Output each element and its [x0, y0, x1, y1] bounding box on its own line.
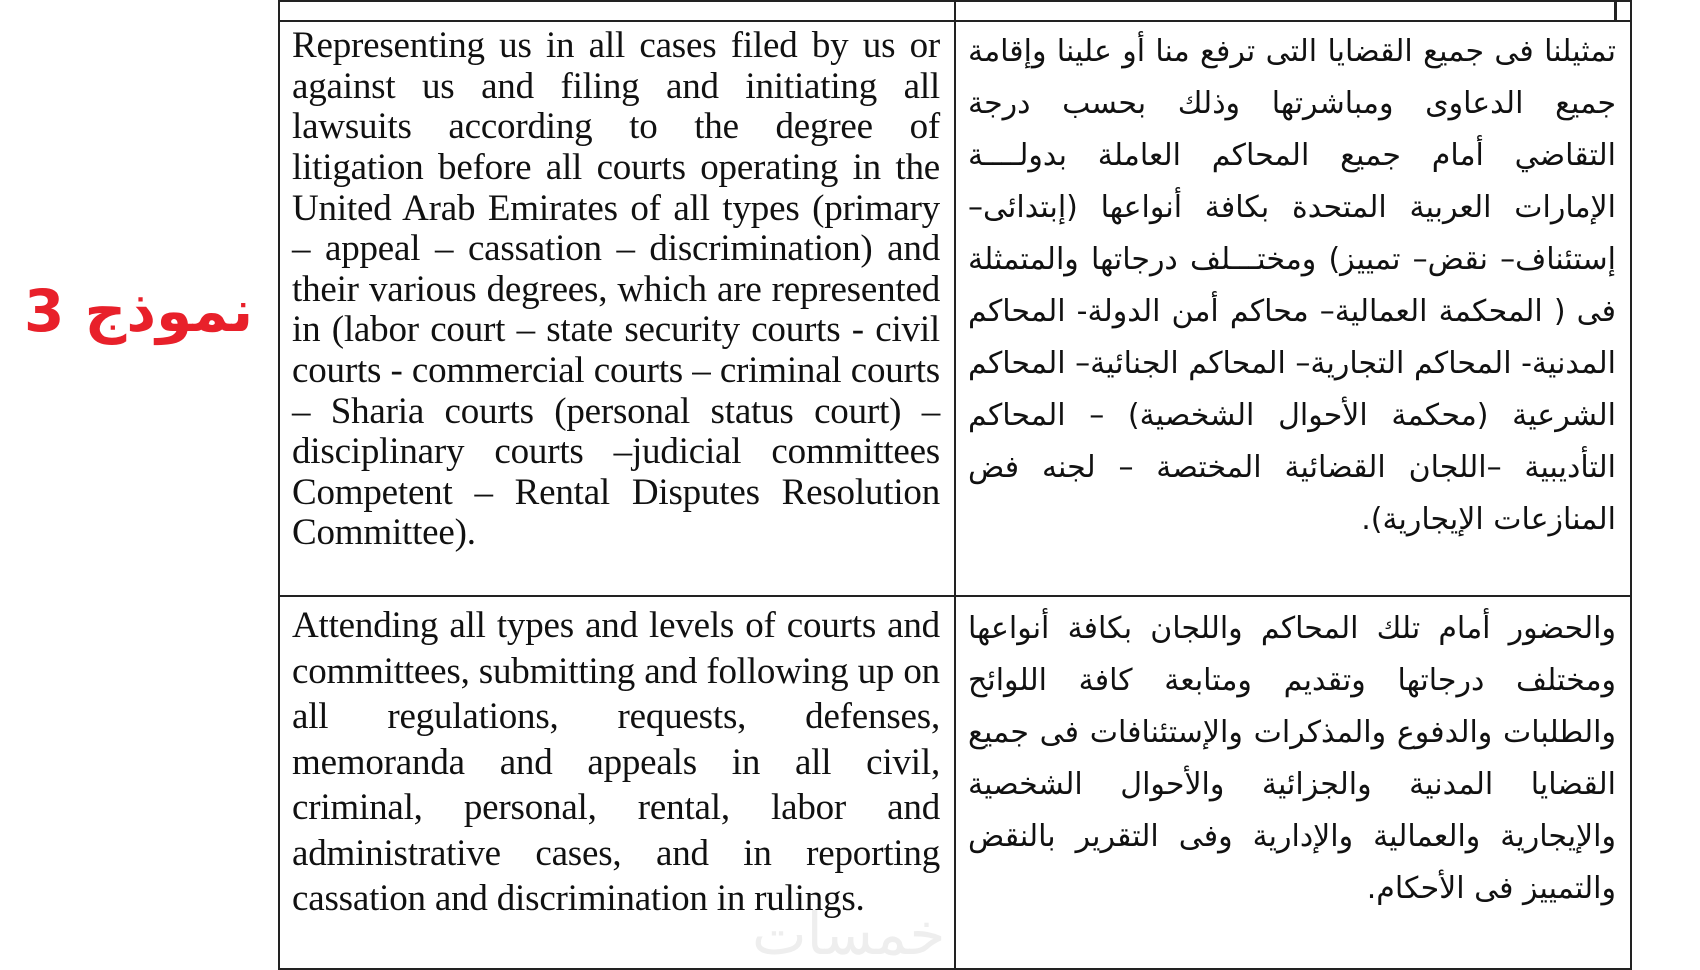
english-cell-top [279, 1, 955, 21]
english-cell [279, 21, 955, 596]
table-row [279, 21, 1631, 596]
arabic-clause-representation: تمثيلنا فى جميع القضايا التى ترفع منا أو علينا وإقامة جميع الدعاوى ومباشرتها وذلك بحسب درجة التقاضي أمام جميع المحاكم العاملة بدولــــة الإمارات العربية المتحدة بكافة أنواعها (إبتدائى– إستئناف– نقض– تمييز) ومختـــلف درجاتها والمتمثلة فى ( المحكمة العمالية– محاكم أمن الدولة- المحاكم المدنية- المحاكم التجارية– المحاكم الجنائية– المحاكم الشرعية (محكمة الأحوال الشخصية) – المحاكم التأديبية –اللجان القضائية المختصة – لجنه فض المنازعات الإيجارية). [968, 34, 1616, 538]
table-edge-mark [1614, 0, 1617, 20]
english-clause-representation: Representing us in all cases filed by us or against us and filing and initiating all lawsuits according to the degree of litigation before all courts operating in the United Arab Emirates of all types (primary – appeal – cassation – discrimination) and their various degrees, which are represented in (labor court – state security courts - civil courts - commercial courts – criminal courts – Sharia courts (personal status court) – disciplinary courts –judicial committees Competent – Rental Disputes Resolution Committee). [292, 25, 940, 554]
arabic-cell-top [955, 1, 1631, 21]
watermark: خمسات [752, 900, 946, 968]
bilingual-contract-table [278, 0, 1632, 970]
sample-number-label: نموذج 3 [24, 277, 254, 345]
english-clause-attendance: Attending all types and levels of courts and committees, submitting and following up on all regulations, requests, defenses, memoranda and appeals in all civil, criminal, personal, rental, labor and administrative cases, and in reporting cassation and discrimination in rulings. [292, 604, 940, 920]
english-cell [279, 596, 955, 969]
arabic-clause-attendance: والحضور أمام تلك المحاكم واللجان بكافة أنواعها ومختلف درجاتها وتقديم ومتابعة كافة اللوائح والطلبات والدفوع والمذكرات والإستئنافات فى جميع القضايا المدنية والجزائية والأحوال الشخصية والإيجارية والعمالية والإدارية وفى التقرير بالنقض والتمييز فى الأحكام. [968, 610, 1616, 906]
arabic-cell [955, 21, 1631, 596]
table-row-top-partial [279, 1, 1631, 21]
arabic-cell [955, 596, 1631, 969]
table-row [279, 596, 1631, 969]
